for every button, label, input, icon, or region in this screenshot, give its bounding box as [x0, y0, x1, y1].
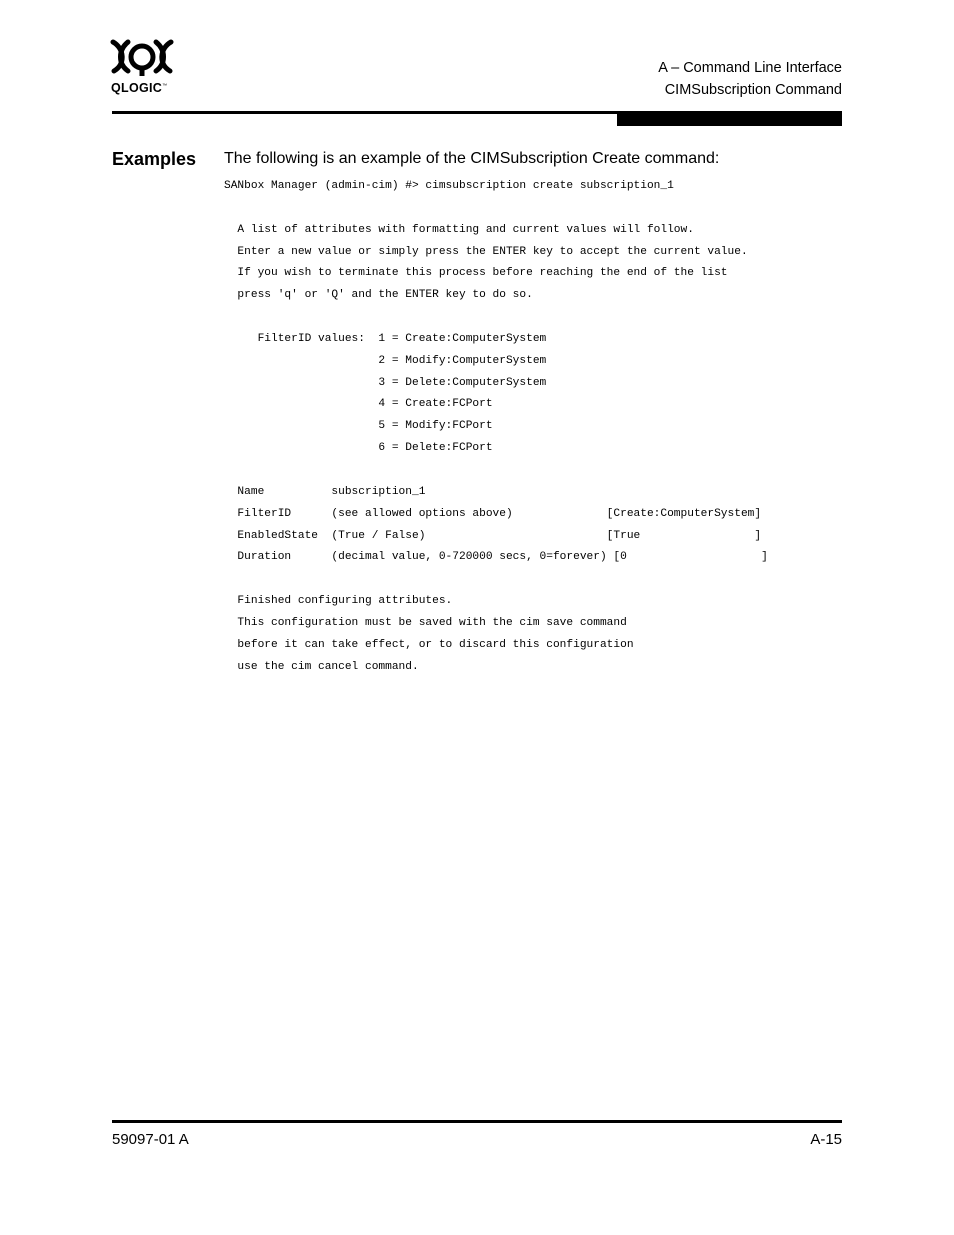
code-line: press 'q' or 'Q' and the ENTER key to do so.	[224, 289, 533, 302]
code-line: before it can take effect, or to discard this configuration	[224, 638, 634, 651]
code-example	[224, 176, 768, 678]
code-line	[224, 460, 768, 482]
code-line: Name subscription_1	[224, 485, 426, 498]
header-rule-thick	[617, 111, 842, 126]
qlogic-logo-mark-icon	[110, 38, 174, 80]
code-line: FilterID (see allowed options above) [Create:ComputerSystem]	[224, 507, 762, 520]
code-line	[224, 307, 768, 329]
code-line: This configuration must be saved with the cim save command	[224, 616, 627, 629]
code-line: 5 = Modify:FCPort	[224, 420, 493, 433]
code-line: use the cim cancel command.	[224, 660, 419, 673]
code-line: 2 = Modify:ComputerSystem	[224, 354, 547, 367]
trademark-symbol: ™	[162, 82, 168, 89]
code-line: 6 = Delete:FCPort	[224, 442, 493, 455]
code-line: EnabledState (True / False) [True ]	[224, 529, 762, 542]
page-number: A-15	[810, 1131, 842, 1148]
section-heading: Examples	[112, 149, 197, 169]
code-line: Enter a new value or simply press the ENTER key to accept the current value.	[224, 245, 748, 258]
intro-paragraph: The following is an example of the CIMSubscription Create command:	[224, 150, 720, 167]
qlogic-logo	[110, 38, 176, 100]
code-line: If you wish to terminate this process before reaching the end of the list	[224, 267, 728, 280]
document-number: 59097-01 A	[112, 1131, 189, 1148]
code-line: A list of attributes with formatting and current values will follow.	[224, 223, 694, 236]
footer-rule	[112, 1120, 842, 1123]
code-line: FilterID values: 1 = Create:ComputerSystem	[224, 332, 547, 345]
code-line: 3 = Delete:ComputerSystem	[224, 376, 547, 389]
header-rule-thin	[112, 111, 617, 114]
logo-wordmark-text: QLOGIC	[111, 81, 163, 95]
code-line: SANbox Manager (admin-cim) #> cimsubscription create subscription_1	[224, 180, 674, 192]
code-line: Duration (decimal value, 0-720000 secs, 0=forever) [0 ]	[224, 551, 768, 564]
code-line	[224, 569, 768, 591]
code-line	[224, 198, 768, 220]
code-line: 4 = Create:FCPort	[224, 398, 493, 411]
header-chapter: A – Command Line Interface	[658, 60, 842, 76]
running-header	[658, 57, 842, 101]
logo-wordmark	[111, 81, 167, 95]
header-section: CIMSubscription Command	[664, 82, 842, 98]
code-line: Finished configuring attributes.	[224, 595, 453, 608]
